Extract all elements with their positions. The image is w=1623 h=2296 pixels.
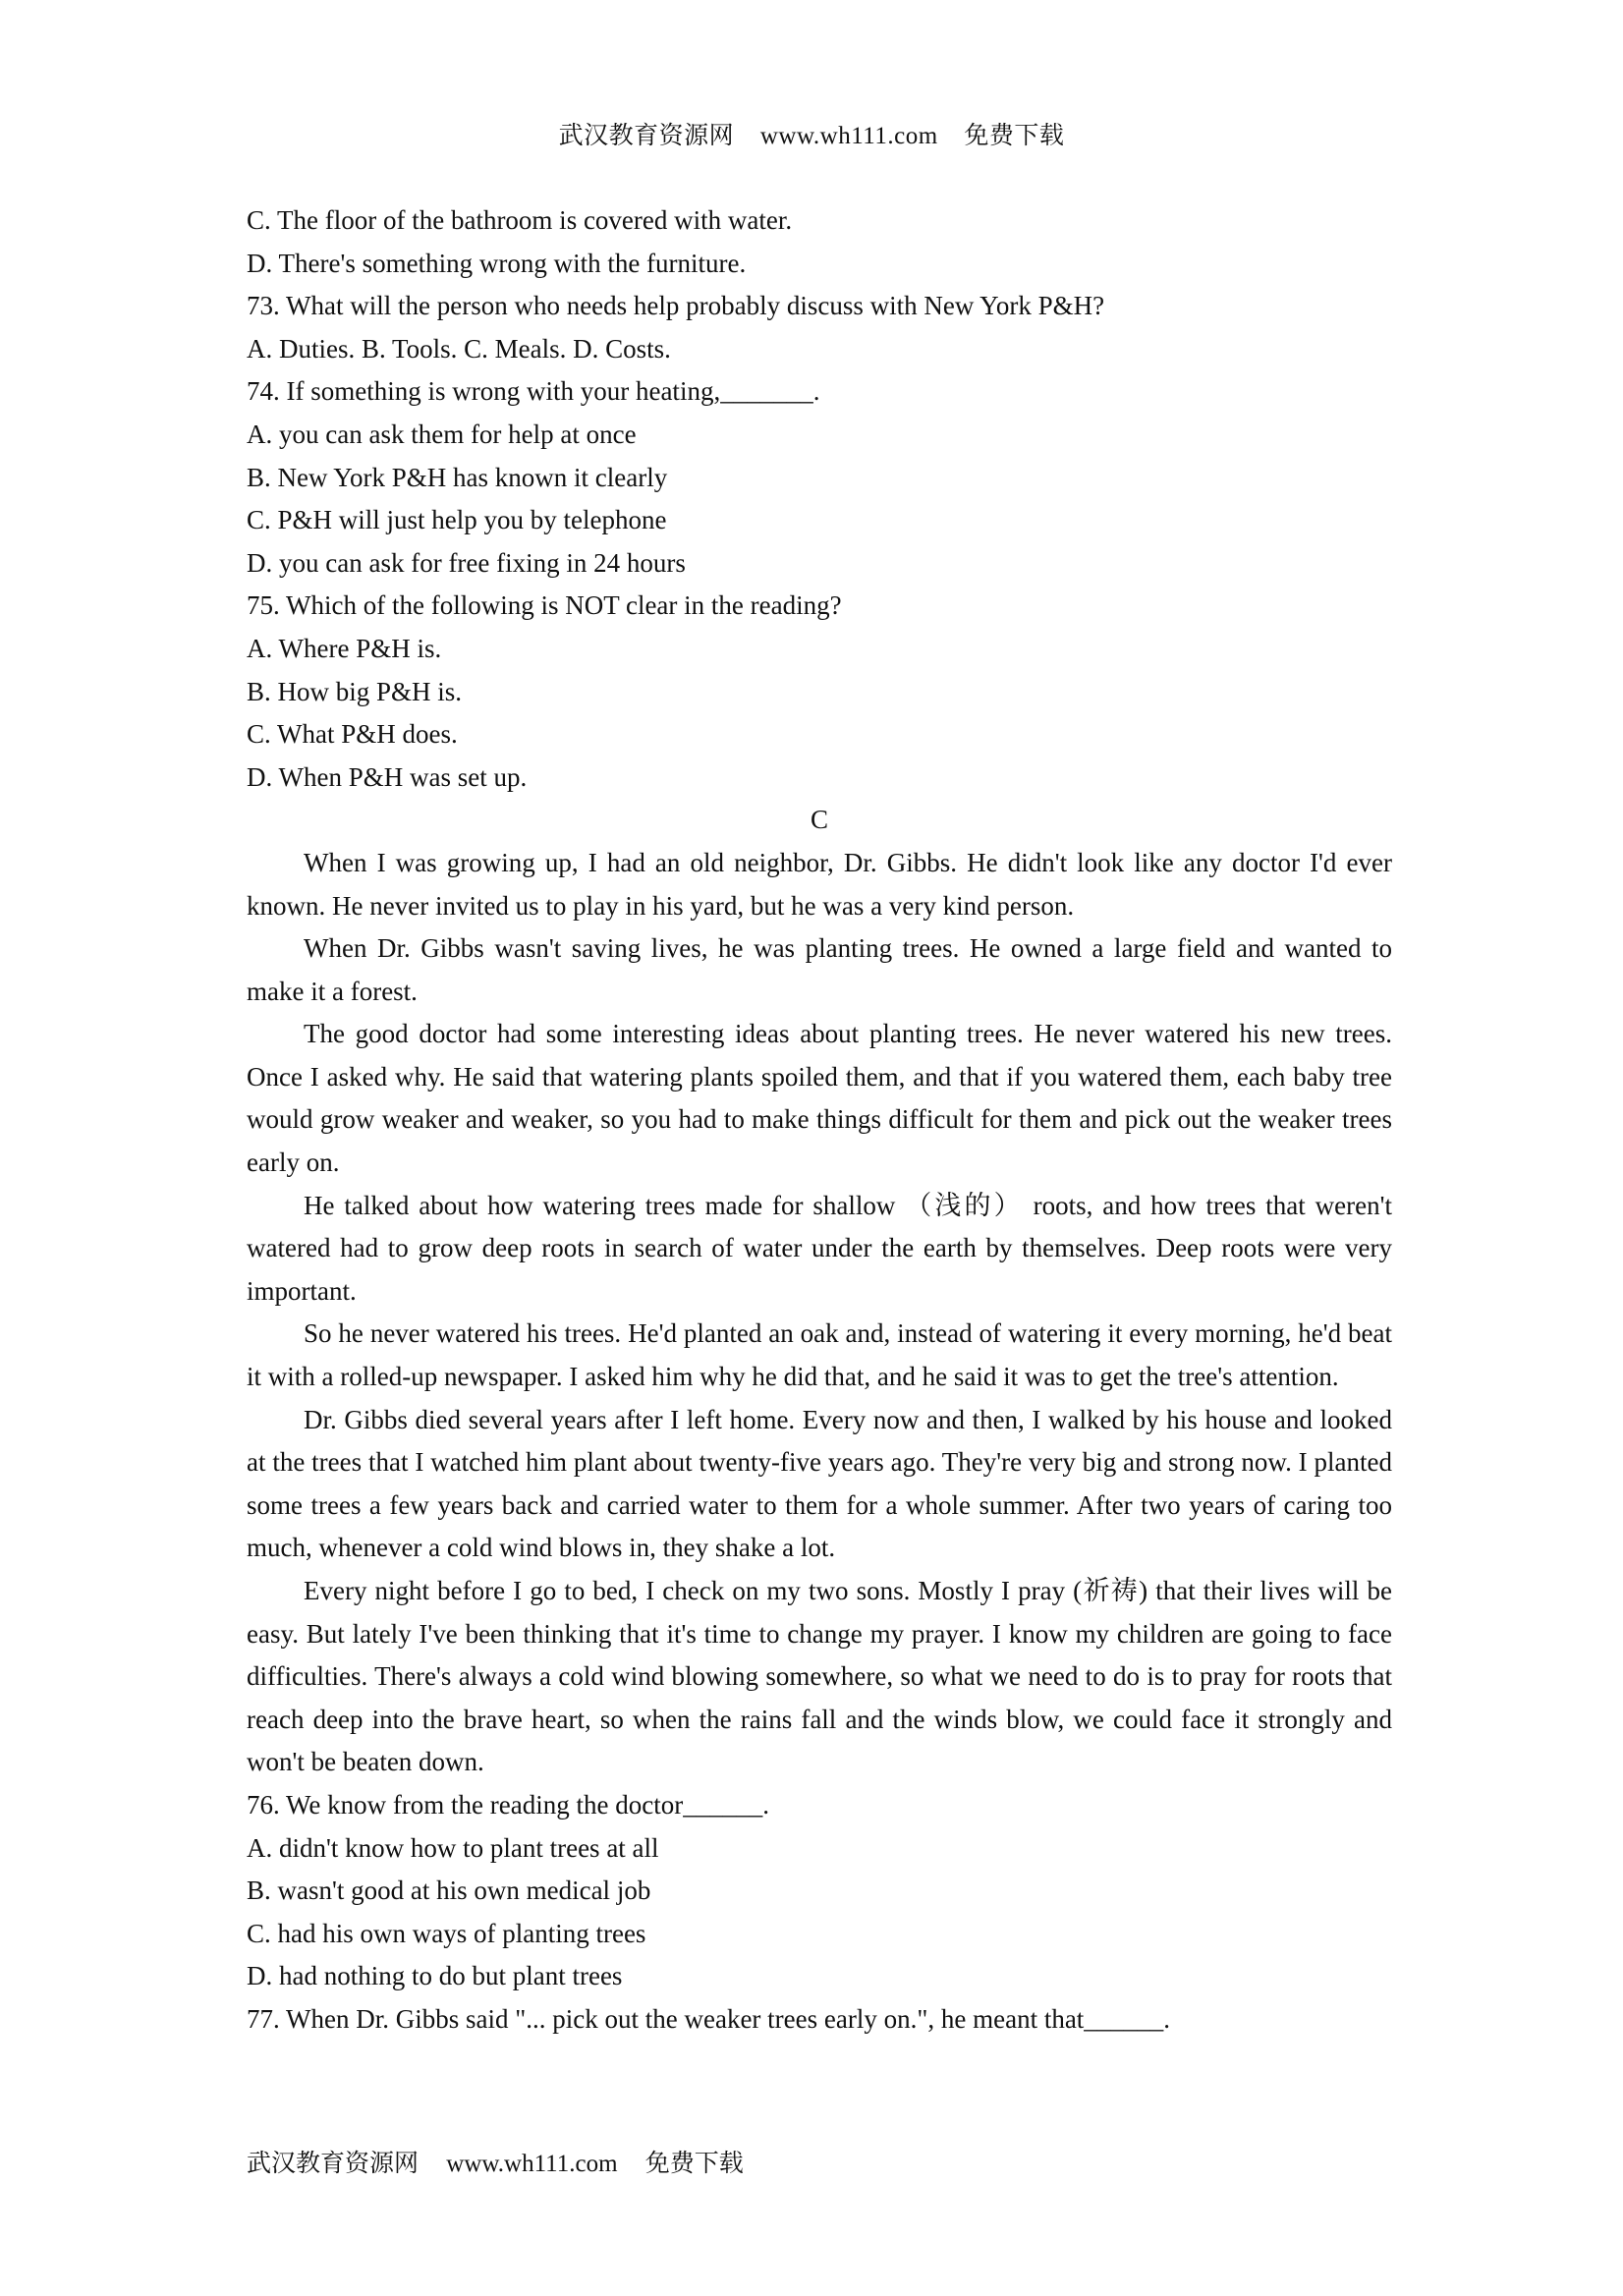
option-line: D. had nothing to do but plant trees bbox=[247, 1961, 623, 1991]
footer-site-name: 武汉教育资源网 bbox=[247, 2151, 420, 2177]
option-line: C. The floor of the bathroom is covered with water. bbox=[247, 205, 793, 235]
question-73-stem: 73. What will the person who needs help probably discuss with New York P&H? bbox=[247, 291, 1105, 321]
option-line: D. There's something wrong with the furniture. bbox=[247, 248, 747, 278]
document-body bbox=[247, 199, 1392, 2042]
passage-paragraph: Dr. Gibbs died several years after I left home. Every now and then, I walked by his house and looked at the trees that I watched him plant about twenty-five years ago. They're very big and strong now. I planted some trees a few years back and carried water to them for a whole summer. After two years of caring too much, whenever a cold wind blows in, they shake a lot. bbox=[247, 1404, 1392, 1563]
option-line: D. you can ask for free fixing in 24 hours bbox=[247, 547, 686, 578]
passage-paragraph: Every night before I go to bed, I check on my two sons. Mostly I pray (祈祷) that their lives will be easy. But lately I've been thinking that it's time to change my prayer. I know my children are going to face difficulties. There's always a cold wind blowing somewhere, so what we need to do is to pray for roots that reach deep into the brave heart, so when the rains fall and the winds blow, we could face it strongly and won't be beaten down. bbox=[247, 1576, 1392, 1777]
option-line: D. When P&H was set up. bbox=[247, 761, 528, 792]
option-line: A. didn't know how to plant trees at all bbox=[247, 1832, 659, 1863]
option-line: B. wasn't good at his own medical job bbox=[247, 1876, 651, 1906]
passage-paragraph: The good doctor had some interesting ideas about planting trees. He never watered his new trees. Once I asked why. He said that watering plants spoiled them, and that if you watered them, each baby tree would grow weaker and weaker, so you had to make things difficult for them and pick out the weaker trees early on. bbox=[247, 1019, 1392, 1178]
question-75-stem: 75. Which of the following is NOT clear in the reading? bbox=[247, 590, 842, 621]
passage-paragraph: When Dr. Gibbs wasn't saving lives, he was planting trees. He owned a large field and wanted to make it a forest. bbox=[247, 933, 1392, 1006]
option-line: A. you can ask them for help at once bbox=[247, 419, 637, 449]
header-note: 免费下载 bbox=[964, 123, 1065, 149]
question-73-options: A. Duties. B. Tools. C. Meals. D. Costs. bbox=[247, 333, 671, 364]
question-74-stem: 74. If something is wrong with your heating,_______. bbox=[247, 376, 820, 407]
option-line: A. Where P&H is. bbox=[247, 633, 442, 663]
header-url: www.wh111.com bbox=[759, 123, 938, 149]
option-line: C. P&H will just help you by telephone bbox=[247, 505, 667, 535]
option-line: C. had his own ways of planting trees bbox=[247, 1918, 646, 1948]
footer-note: 免费下载 bbox=[644, 2151, 744, 2177]
passage-paragraph: When I was growing up, I had an old neighbor, Dr. Gibbs. He didn't look like any doctor I'd ever known. He never invited us to play in his yard, but he was a very kind person. bbox=[247, 847, 1392, 921]
question-76-stem: 76. We know from the reading the doctor______. bbox=[247, 1789, 769, 1820]
page-header bbox=[0, 116, 1623, 151]
footer-url: www.wh111.com bbox=[446, 2151, 618, 2177]
option-line: B. How big P&H is. bbox=[247, 676, 463, 706]
option-line: B. New York P&H has known it clearly bbox=[247, 462, 668, 492]
option-line: C. What P&H does. bbox=[247, 719, 458, 750]
passage-paragraph: So he never watered his trees. He'd planted an oak and, instead of watering it every morning, he'd beat it with a rolled-up newspaper. I asked him why he did that, and he said it was to get the tree's attention. bbox=[247, 1318, 1392, 1392]
passage-paragraph: He talked about how watering trees made for shallow （浅的） roots, and how trees that weren't watered had to grow deep roots in search of water under the earth by themselves. Deep roots were very important. bbox=[247, 1190, 1392, 1306]
question-77-stem: 77. When Dr. Gibbs said "... pick out the weaker trees early on.", he meant that______. bbox=[247, 2003, 1171, 2034]
section-label: C bbox=[810, 805, 828, 835]
page-footer bbox=[247, 2144, 765, 2179]
header-site-name: 武汉教育资源网 bbox=[558, 123, 735, 149]
